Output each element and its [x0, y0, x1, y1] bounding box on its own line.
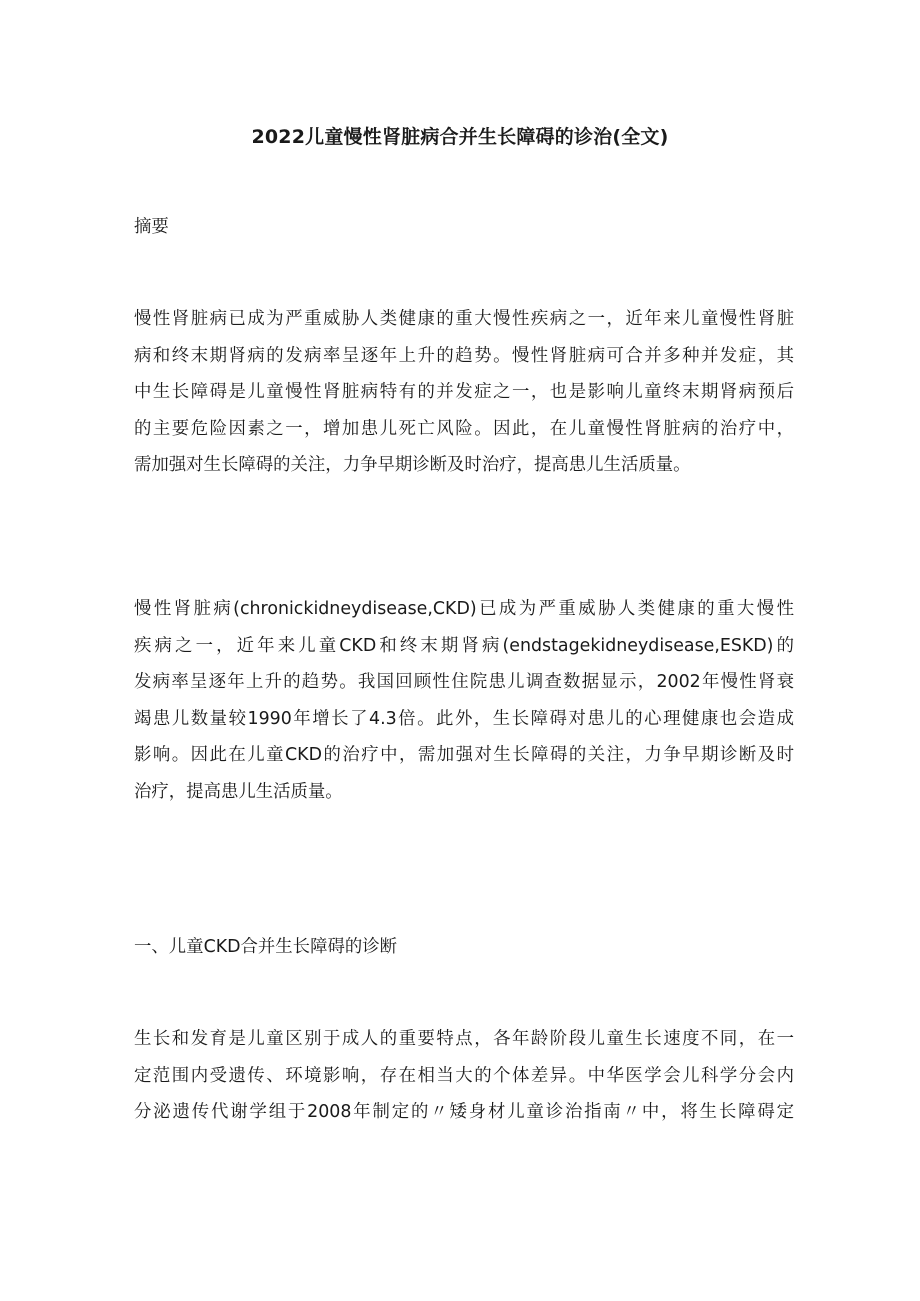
paragraph-line: 病和终末期肾病的发病率呈逐年上升的趋势。慢性肾脏病可合并多种并发症，其 [134, 345, 794, 366]
paragraph-line: 定范围内受遗传、环境影响，存在相当大的个体差异。中华医学会儿科学分会内 [134, 1065, 794, 1086]
paragraph-line: 的主要危险因素之一，增加患儿死亡风险。因此，在儿童慢性肾脏病的治疗中， [134, 418, 794, 439]
paragraph-line: 慢性肾脏病(chronickidneydisease,CKD)已成为严重威胁人类健康的重大慢性 [134, 599, 794, 619]
paragraph-line: 中生长障碍是儿童慢性肾脏病特有的并发症之一，也是影响儿童终末期肾病预后 [134, 382, 794, 402]
section-paragraph [134, 1021, 794, 1131]
paragraph-line: 治疗，提高患儿生活质量。 [134, 781, 343, 802]
paragraph-line: 生长和发育是儿童区别于成人的重要特点，各年龄阶段儿童生长速度不同，在一 [134, 1029, 794, 1049]
abstract-paragraph [134, 301, 794, 484]
paragraph-line: 分泌遗传代谢学组于2008年制定的〃矮身材儿童诊治指南〃中，将生长障碍定 [134, 1102, 794, 1122]
abstract-heading: 摘要 [134, 217, 169, 237]
section-heading: 一、儿童CKD合并生长障碍的诊断 [134, 937, 398, 957]
paragraph-line: 疾病之一，近年来儿童CKD和终末期肾病(endstagekidneydisease,ESKD)的 [134, 635, 794, 656]
paragraph-line: 需加强对生长障碍的关注，力争早期诊断及时治疗，提高患儿生活质量。 [134, 455, 691, 475]
document-title: 2022儿童慢性肾脏病合并生长障碍的诊治(全文) [251, 126, 669, 148]
intro-paragraph [134, 591, 794, 810]
paragraph-line: 竭患儿数量较1990年增长了4.3倍。此外，生长障碍对患儿的心理健康也会造成 [134, 708, 794, 729]
paragraph-line: 慢性肾脏病已成为严重威胁人类健康的重大慢性疾病之一，近年来儿童慢性肾脏 [134, 309, 794, 329]
paragraph-line: 影响。因此在儿童CKD的治疗中，需加强对生长障碍的关注，力争早期诊断及时 [134, 745, 794, 765]
paragraph-line: 发病率呈逐年上升的趋势。我国回顾性住院患儿调查数据显示，2002年慢性肾衰 [134, 672, 794, 692]
